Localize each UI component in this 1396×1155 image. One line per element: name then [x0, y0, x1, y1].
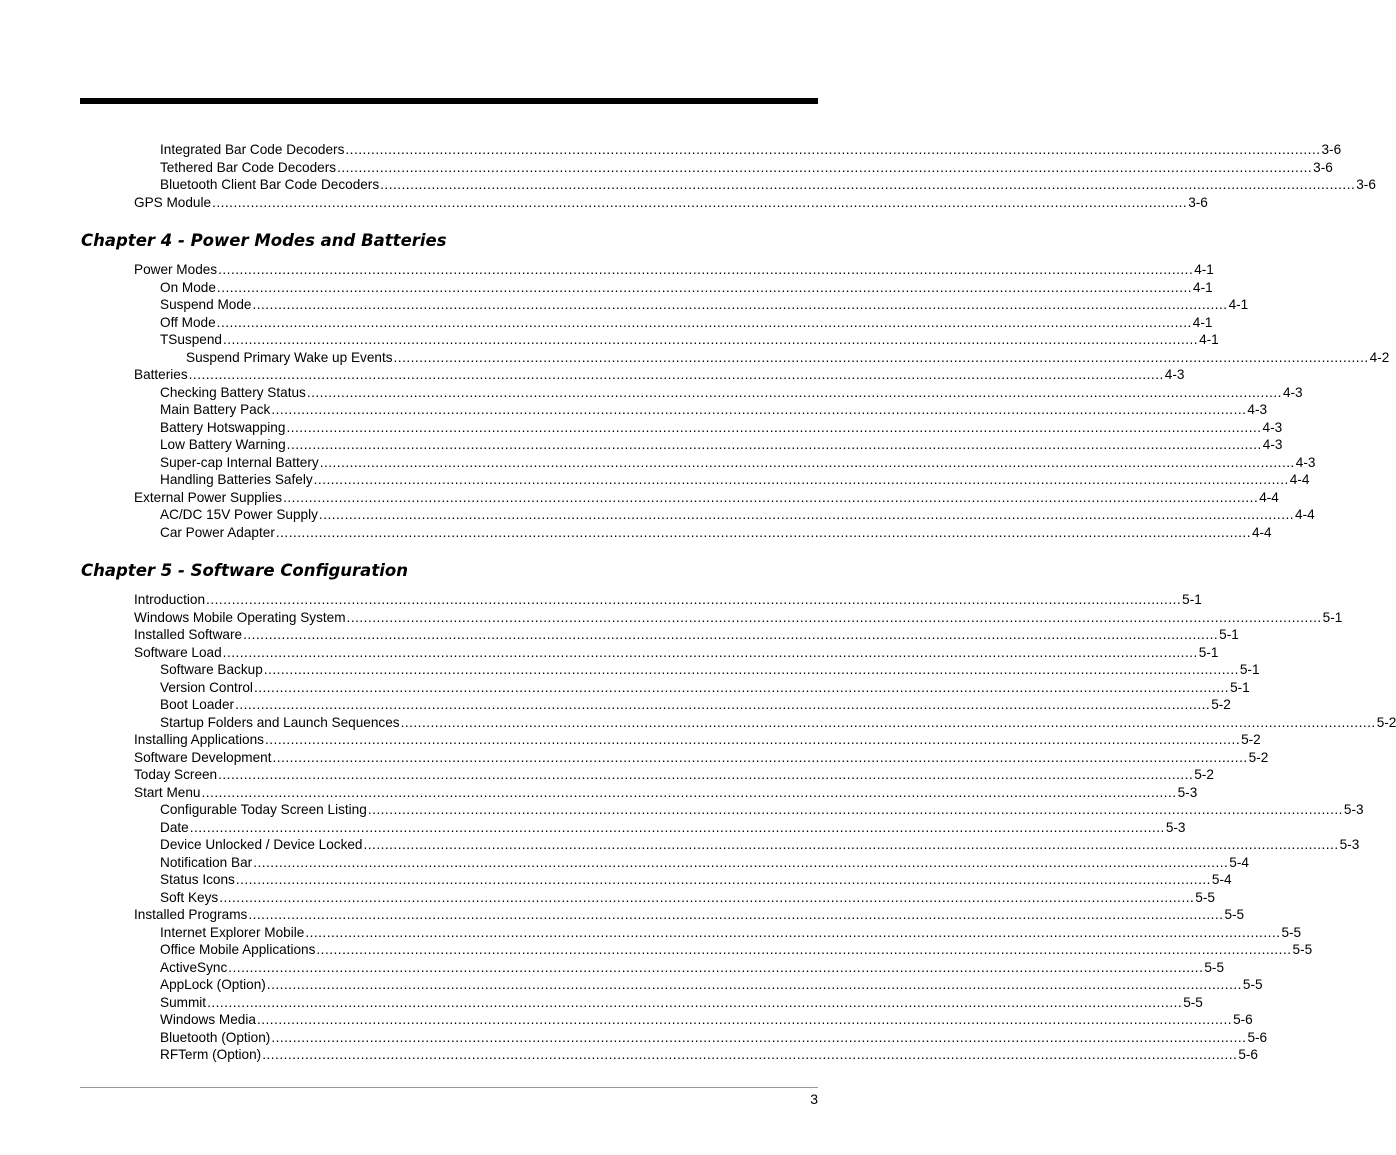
toc-entry-page: 5-5	[1224, 907, 1245, 922]
toc-entry-page: 4-1	[1192, 314, 1213, 330]
dot-leader: ....................................................................................................................................................................................................................................	[345, 142, 1321, 157]
toc-entry[interactable]	[160, 159, 1333, 177]
dot-leader: ....................................................................................................................................................................................................................................	[318, 507, 1295, 522]
toc-entry-page: 4-4	[1295, 507, 1315, 522]
dot-leader: ....................................................................................................................................................................................................................................	[207, 994, 1183, 1010]
dot-leader: ....................................................................................................................................................................................................................................	[222, 644, 1198, 660]
dot-leader: ....................................................................................................................................................................................................................................	[271, 1029, 1247, 1045]
toc-entry-title: Windows Mobile Operating System	[134, 609, 346, 625]
toc-entry-title: Status Icons	[160, 872, 235, 887]
dot-leader: ....................................................................................................................................................................................................................................	[313, 472, 1289, 487]
dot-leader: ....................................................................................................................................................................................................................................	[212, 194, 1188, 210]
header-rule	[80, 98, 818, 104]
dot-leader: ....................................................................................................................................................................................................................................	[248, 907, 1224, 922]
dot-leader: ....................................................................................................................................................................................................................................	[218, 767, 1194, 782]
toc-entry-page: 4-3	[1247, 402, 1268, 417]
toc-entry-title: Version Control	[160, 679, 253, 695]
toc-entry-page: 5-5	[1281, 924, 1302, 940]
toc-entry-page: 4-4	[1259, 489, 1279, 505]
toc-entry-title: Introduction	[134, 592, 206, 607]
dot-leader: ....................................................................................................................................................................................................................................	[316, 942, 1292, 957]
dot-leader: ....................................................................................................................................................................................................................................	[305, 924, 1281, 940]
toc-entry[interactable]	[134, 784, 1198, 802]
footer-rule	[80, 1087, 818, 1088]
toc-entry-page: 5-2	[1376, 714, 1396, 730]
dot-leader: ....................................................................................................................................................................................................................................	[253, 854, 1229, 870]
toc-entry-title: Summit	[160, 994, 207, 1010]
toc-entry-title: RFTerm (Option)	[160, 1047, 262, 1062]
toc-entry[interactable]	[160, 679, 1250, 697]
toc-entry[interactable]	[160, 1046, 1258, 1064]
toc-entry-title: On Mode	[160, 279, 216, 295]
dot-leader: ....................................................................................................................................................................................................................................	[189, 819, 1165, 835]
toc-entry[interactable]	[160, 401, 1268, 419]
dot-leader: ....................................................................................................................................................................................................................................	[235, 872, 1211, 887]
toc-entry-title: Integrated Bar Code Decoders	[160, 142, 345, 157]
page-number: 3	[810, 1091, 818, 1107]
toc-entry-page: 5-2	[1241, 732, 1261, 747]
toc-entry-title: Suspend Primary Wake up Events	[186, 349, 393, 365]
dot-leader: ....................................................................................................................................................................................................................................	[367, 802, 1343, 817]
dot-leader: ....................................................................................................................................................................................................................................	[380, 177, 1356, 192]
toc-entry-page: 3-6	[1356, 177, 1376, 192]
toc-entry-title: GPS Module	[134, 194, 212, 210]
toc-entry[interactable]	[134, 489, 1279, 507]
dot-leader: ....................................................................................................................................................................................................................................	[346, 609, 1322, 625]
toc-entry[interactable]	[160, 176, 1376, 194]
toc-entry-title: Office Mobile Applications	[160, 942, 316, 957]
toc-entry[interactable]	[134, 731, 1261, 749]
toc-entry[interactable]	[160, 384, 1303, 402]
toc-entry[interactable]	[134, 906, 1245, 924]
toc-entry-page: 5-6	[1247, 1029, 1268, 1045]
toc-entry-page: 5-1	[1322, 609, 1343, 625]
toc-entry[interactable]	[160, 419, 1283, 437]
toc-entry-page: 5-4	[1229, 854, 1249, 870]
toc-entry[interactable]	[160, 296, 1249, 314]
dot-leader: ....................................................................................................................................................................................................................................	[393, 349, 1369, 365]
toc-entry-page: 5-4	[1211, 872, 1232, 887]
dot-leader: ....................................................................................................................................................................................................................................	[218, 262, 1194, 277]
toc-entry-title: Checking Battery Status	[160, 384, 306, 400]
toc-entry-title: Low Battery Warning	[160, 437, 286, 452]
toc-entry-page: 5-3	[1177, 784, 1198, 800]
toc-entry-page: 5-3	[1339, 837, 1360, 852]
dot-leader: ....................................................................................................................................................................................................................................	[219, 889, 1195, 905]
toc-entry[interactable]	[134, 366, 1185, 384]
toc-entry-page: 3-6	[1321, 142, 1342, 157]
dot-leader: ....................................................................................................................................................................................................................................	[216, 314, 1192, 330]
dot-leader: ....................................................................................................................................................................................................................................	[256, 1012, 1233, 1027]
toc-entry[interactable]	[160, 454, 1316, 472]
dot-leader: ....................................................................................................................................................................................................................................	[337, 159, 1313, 175]
toc-entry-title: Boot Loader	[160, 697, 235, 712]
dot-leader: ....................................................................................................................................................................................................................................	[263, 662, 1239, 677]
toc-entry[interactable]	[160, 714, 1396, 732]
toc-entry-page: 4-3	[1262, 419, 1283, 435]
toc-entry-page: 4-3	[1262, 437, 1283, 452]
dot-leader: ....................................................................................................................................................................................................................................	[400, 714, 1376, 730]
toc-entry-title: Software Backup	[160, 662, 263, 677]
toc-entry-title: Date	[160, 819, 189, 835]
toc-entry[interactable]	[134, 609, 1343, 627]
toc-entry-page: 4-1	[1193, 279, 1213, 295]
dot-leader: ....................................................................................................................................................................................................................................	[286, 437, 1262, 452]
toc-entry-title: Super-cap Internal Battery	[160, 454, 319, 470]
dot-leader: ....................................................................................................................................................................................................................................	[306, 384, 1282, 400]
toc-entry-title: Off Mode	[160, 314, 216, 330]
toc-entry-page: 5-2	[1194, 767, 1214, 782]
toc-entry-page: 5-1	[1182, 592, 1202, 607]
toc-entry-title: Installed Programs	[134, 907, 248, 922]
dot-leader: ....................................................................................................................................................................................................................................	[235, 697, 1211, 712]
toc-entry-title: Installing Applications	[134, 732, 264, 747]
toc-entry-page: 5-1	[1239, 662, 1260, 677]
dot-leader: ....................................................................................................................................................................................................................................	[222, 332, 1199, 347]
dot-leader: ....................................................................................................................................................................................................................................	[286, 419, 1262, 435]
dot-leader: ....................................................................................................................................................................................................................................	[275, 524, 1251, 540]
toc-entry-title: AC/DC 15V Power Supply	[160, 507, 318, 522]
toc-entry-page: 5-2	[1211, 697, 1231, 712]
toc-entry-title: Installed Software	[134, 627, 243, 642]
toc-entry[interactable]	[160, 314, 1213, 332]
toc-entry-title: Bluetooth (Option)	[160, 1029, 271, 1045]
dot-leader: ....................................................................................................................................................................................................................................	[201, 784, 1177, 800]
dot-leader: ....................................................................................................................................................................................................................................	[216, 279, 1193, 295]
chapter-heading[interactable]: Chapter 5 - Software Configuration	[81, 561, 408, 580]
toc-entry-title: AppLock (Option)	[160, 977, 266, 992]
dot-leader: ....................................................................................................................................................................................................................................	[262, 1047, 1238, 1062]
toc-entry[interactable]	[134, 194, 1208, 212]
toc-entry[interactable]	[160, 436, 1283, 454]
toc-entry-page: 4-3	[1282, 384, 1303, 400]
dot-leader: ....................................................................................................................................................................................................................................	[228, 959, 1204, 975]
toc-entry[interactable]	[160, 696, 1231, 714]
toc-entry[interactable]	[160, 976, 1263, 994]
toc-entry-title: Battery Hotswapping	[160, 419, 286, 435]
toc-entry-title: External Power Supplies	[134, 489, 283, 505]
toc-entry-title: Suspend Mode	[160, 297, 252, 312]
toc-entry[interactable]	[160, 836, 1360, 854]
toc-entry[interactable]	[160, 506, 1315, 524]
toc-entry[interactable]	[160, 331, 1219, 349]
toc-entry[interactable]	[160, 854, 1249, 872]
toc-entry-title: Main Battery Pack	[160, 402, 271, 417]
dot-leader: ....................................................................................................................................................................................................................................	[283, 489, 1259, 505]
toc-entry[interactable]	[134, 261, 1214, 279]
toc-entry-page: 4-1	[1199, 332, 1219, 347]
toc-entry-page: 5-6	[1238, 1047, 1258, 1062]
toc-entry[interactable]	[134, 766, 1214, 784]
toc-entry[interactable]	[160, 889, 1215, 907]
toc-entry[interactable]	[160, 994, 1203, 1012]
dot-leader: ....................................................................................................................................................................................................................................	[243, 627, 1219, 642]
toc-entry-title: Software Development	[134, 749, 272, 765]
toc-entry-page: 5-5	[1242, 977, 1263, 992]
dot-leader: ....................................................................................................................................................................................................................................	[253, 679, 1230, 695]
toc-entry-page: 4-2	[1369, 349, 1390, 365]
toc-entry-title: Notification Bar	[160, 854, 253, 870]
toc-entry[interactable]	[186, 349, 1390, 367]
toc-entry-title: Start Menu	[134, 784, 201, 800]
toc-entry-title: Configurable Today Screen Listing	[160, 802, 367, 817]
toc-entry[interactable]	[160, 141, 1342, 159]
toc-entry-title: TSuspend	[160, 332, 222, 347]
dot-leader: ....................................................................................................................................................................................................................................	[252, 297, 1228, 312]
toc-entry-page: 4-1	[1194, 262, 1214, 277]
toc-entry-page: 5-1	[1230, 679, 1250, 695]
toc-entry-page: 5-5	[1195, 889, 1215, 905]
toc-entry-page: 5-3	[1165, 819, 1186, 835]
toc-entry[interactable]	[134, 749, 1269, 767]
toc-entry[interactable]	[134, 644, 1219, 662]
dot-leader: ....................................................................................................................................................................................................................................	[363, 837, 1339, 852]
toc-entry[interactable]	[160, 819, 1186, 837]
toc-entry[interactable]	[160, 279, 1213, 297]
toc-entry-title: Software Load	[134, 644, 222, 660]
toc-entry-title: ActiveSync	[160, 959, 228, 975]
toc-entry[interactable]	[160, 1029, 1268, 1047]
dot-leader: ....................................................................................................................................................................................................................................	[206, 592, 1182, 607]
toc-entry-page: 5-1	[1198, 644, 1219, 660]
toc-entry-page: 5-3	[1343, 802, 1364, 817]
dot-leader: ....................................................................................................................................................................................................................................	[264, 732, 1241, 747]
dot-leader: ....................................................................................................................................................................................................................................	[188, 367, 1164, 382]
toc-entry-page: 5-1	[1219, 627, 1239, 642]
toc-entry-page: 5-5	[1204, 959, 1225, 975]
toc-entry[interactable]	[160, 471, 1310, 489]
toc-entry-title: Car Power Adapter	[160, 524, 275, 540]
toc-entry-page: 5-5	[1183, 994, 1203, 1010]
toc-entry[interactable]	[160, 959, 1225, 977]
dot-leader: ....................................................................................................................................................................................................................................	[272, 749, 1248, 765]
dot-leader: ....................................................................................................................................................................................................................................	[266, 977, 1242, 992]
toc-entry[interactable]	[160, 1011, 1253, 1029]
toc-entry[interactable]	[160, 661, 1260, 679]
toc-entry-title: Power Modes	[134, 262, 218, 277]
dot-leader: ....................................................................................................................................................................................................................................	[271, 402, 1247, 417]
toc-entry[interactable]	[160, 524, 1272, 542]
toc-entry-page: 4-1	[1228, 297, 1249, 312]
chapter-heading[interactable]: Chapter 4 - Power Modes and Batteries	[81, 231, 447, 250]
toc-entry-title: Handling Batteries Safely	[160, 472, 313, 487]
toc-entry-page: 4-3	[1295, 454, 1316, 470]
toc-entry-title: Startup Folders and Launch Sequences	[160, 714, 400, 730]
toc-entry-title: Batteries	[134, 367, 188, 382]
toc-entry[interactable]	[134, 591, 1202, 609]
toc-entry-title: Today Screen	[134, 767, 218, 782]
toc-entry-page: 5-2	[1248, 749, 1269, 765]
toc-entry[interactable]	[160, 801, 1364, 819]
toc-entry-page: 4-4	[1251, 524, 1272, 540]
toc-entry[interactable]	[160, 871, 1232, 889]
toc-entry-page: 3-6	[1188, 194, 1208, 210]
toc-entry-title: Soft Keys	[160, 889, 219, 905]
toc-entry-page: 4-3	[1164, 367, 1185, 382]
dot-leader: ....................................................................................................................................................................................................................................	[319, 454, 1295, 470]
toc-entry[interactable]	[160, 941, 1313, 959]
toc-entry-title: Internet Explorer Mobile	[160, 924, 305, 940]
toc-entry-title: Bluetooth Client Bar Code Decoders	[160, 177, 380, 192]
toc-entry-title: Device Unlocked / Device Locked	[160, 837, 363, 852]
toc-entry[interactable]	[134, 626, 1239, 644]
toc-entry-page: 5-5	[1292, 942, 1313, 957]
toc-entry-page: 4-4	[1289, 472, 1310, 487]
toc-entry-title: Tethered Bar Code Decoders	[160, 159, 337, 175]
toc-entry-page: 5-6	[1233, 1012, 1253, 1027]
toc-entry-title: Windows Media	[160, 1012, 256, 1027]
table-of-contents	[0, 141, 1396, 1064]
toc-entry[interactable]	[160, 924, 1302, 942]
toc-entry-page: 3-6	[1313, 159, 1333, 175]
